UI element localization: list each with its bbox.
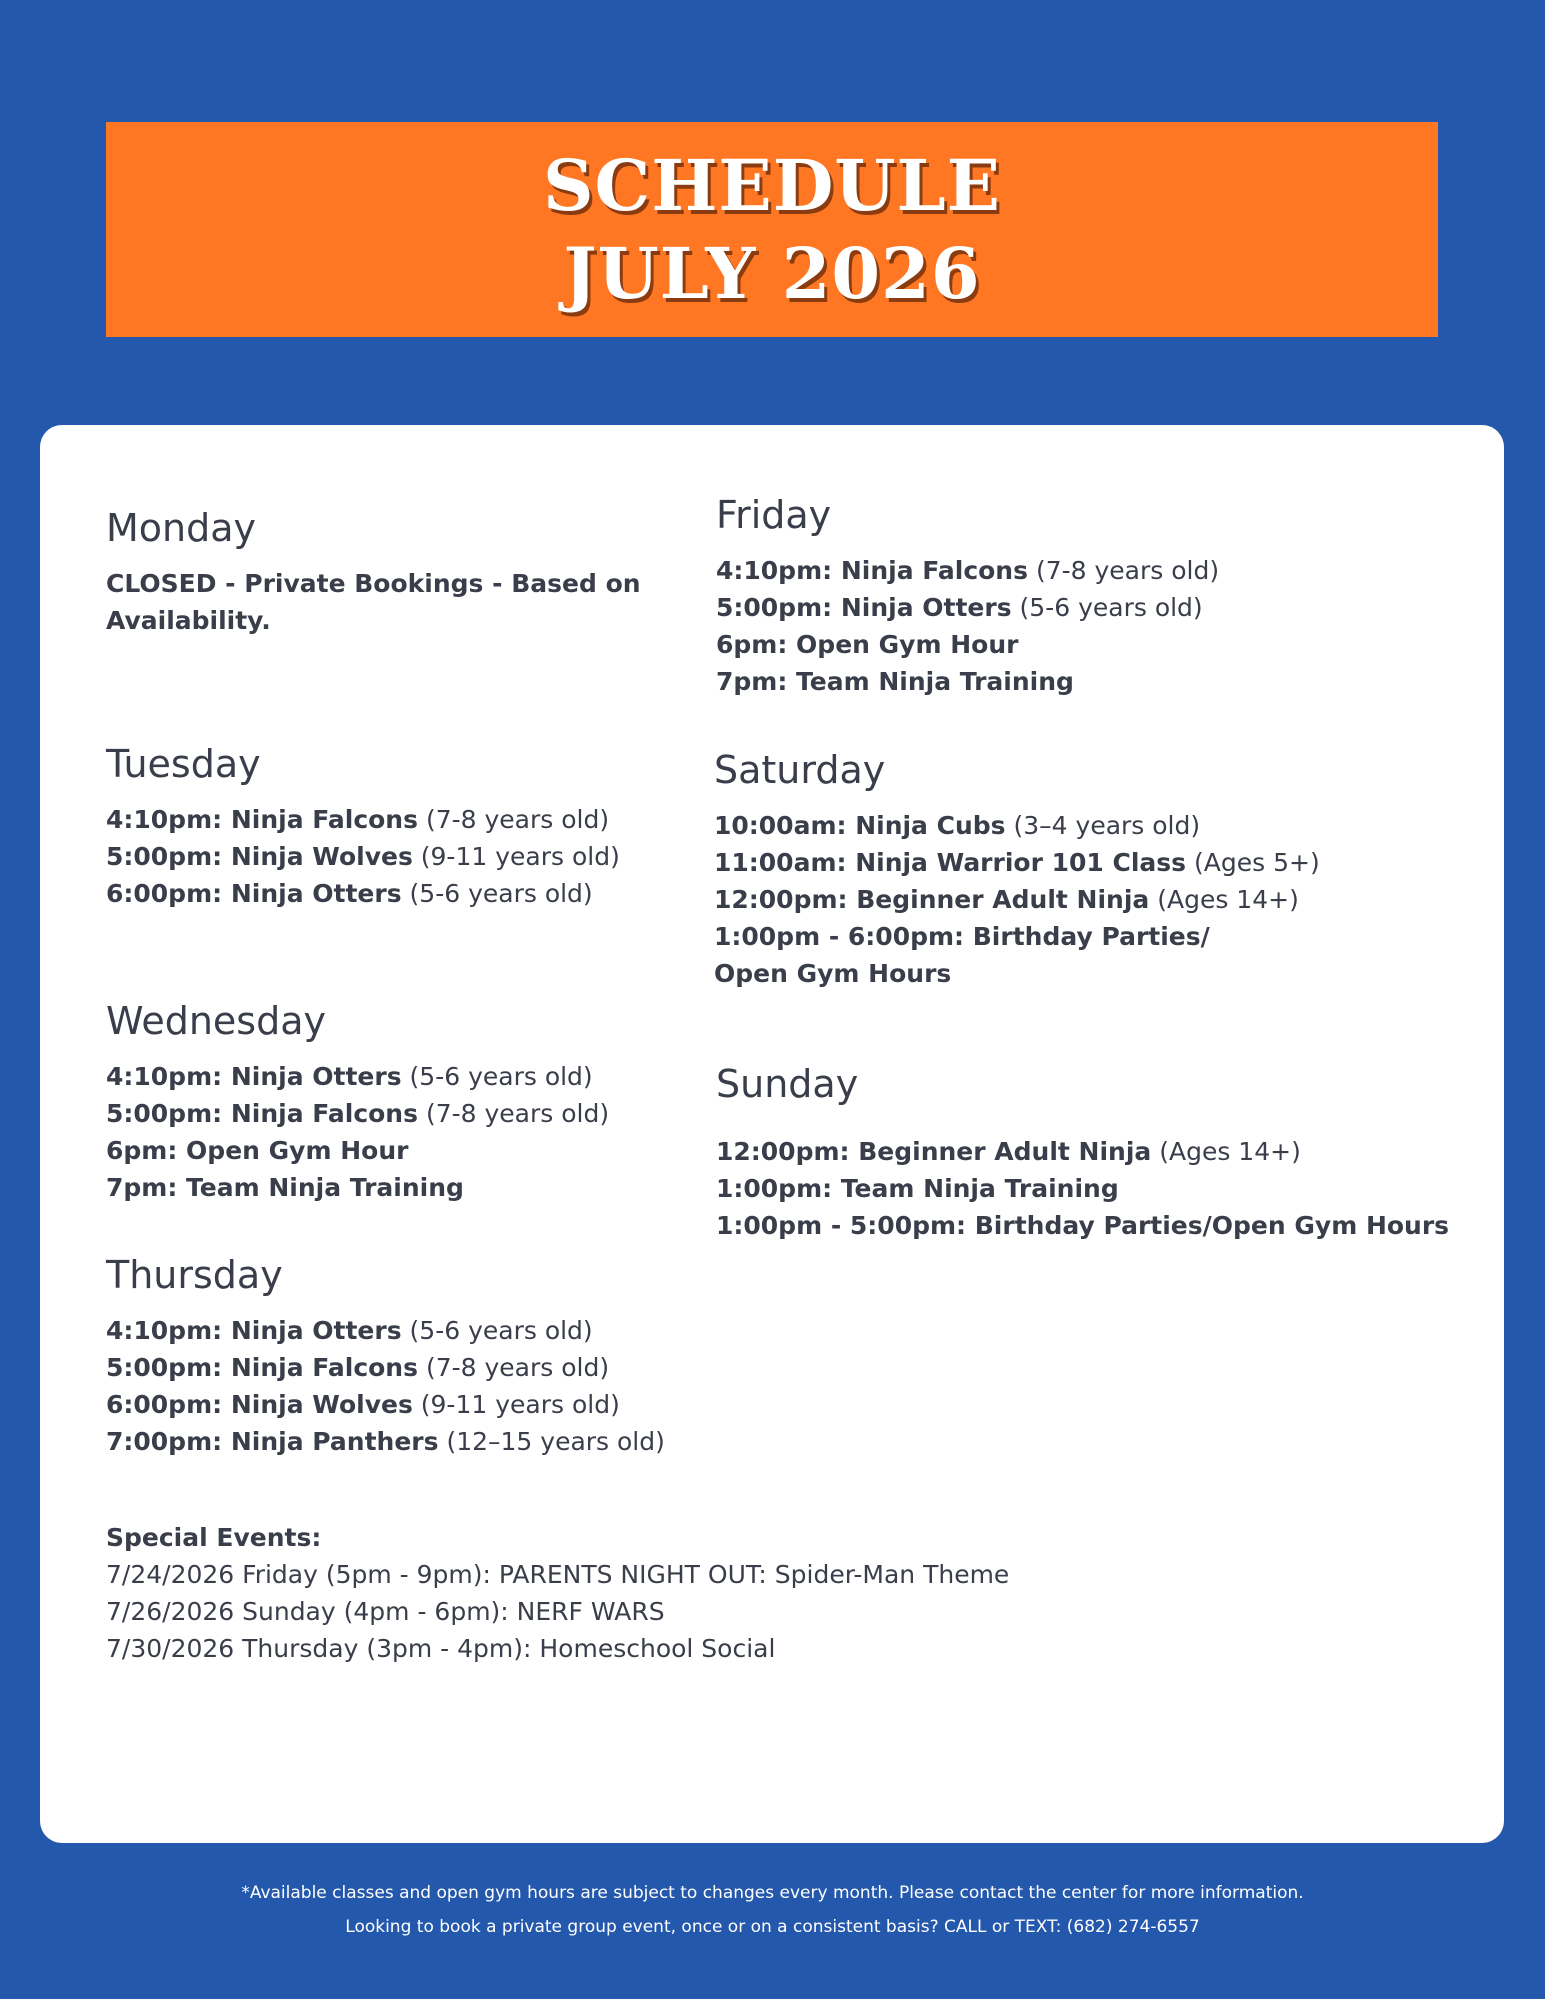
entry-label: 4:10pm: Ninja Otters [106, 1062, 402, 1091]
event-item: 7/26/2026 Sunday (4pm - 6pm): NERF WARS [106, 1597, 665, 1626]
day-wednesday [106, 998, 609, 1206]
entry-label: 5:00pm: Ninja Falcons [106, 1099, 418, 1128]
footer-note: *Available classes and open gym hours are subject to changes every month. Please contact the center for more information. [241, 1883, 1304, 1903]
schedule-entry [106, 1095, 609, 1132]
footer-contact: Looking to book a private group event, once or on a consistent basis? CALL or TEXT: (682) 274-6557 [345, 1917, 1200, 1937]
schedule-entry [716, 663, 1219, 700]
closed-notice: CLOSED - Private Bookings - Based on Availability. [106, 569, 641, 635]
entry-detail: (Ages 14+) [1149, 885, 1299, 914]
schedule-entry [106, 875, 620, 912]
entry-label: 4:10pm: Ninja Falcons [716, 556, 1028, 585]
day-title: Monday [106, 506, 257, 550]
entry-detail: (Ages 14+) [1151, 1137, 1301, 1166]
schedule-entry [106, 1169, 609, 1206]
entry-label: 7pm: Team Ninja Training [716, 667, 1074, 696]
day-title: Saturday [714, 748, 886, 792]
day-title: Sunday [716, 1062, 859, 1106]
entry-label: 5:00pm: Ninja Otters [716, 593, 1012, 622]
schedule-entry [714, 918, 1320, 955]
special-events [106, 1519, 1009, 1667]
entry-detail: (Ages 5+) [1186, 848, 1320, 877]
entry-detail: (7-8 years old) [418, 1099, 610, 1128]
day-thursday [106, 1252, 665, 1460]
day-title: Wednesday [106, 999, 327, 1043]
entry-detail: (12–15 years old) [438, 1427, 665, 1456]
entry-detail: (9-11 years old) [412, 842, 620, 871]
entry-label: 5:00pm: Ninja Falcons [106, 1353, 418, 1382]
schedule-entry [714, 955, 1320, 992]
day-title: Thursday [106, 1253, 283, 1297]
event-item: 7/24/2026 Friday (5pm - 9pm): PARENTS NIGHT OUT: Spider-Man Theme [106, 1560, 1010, 1589]
entry-detail: (9-11 years old) [412, 1390, 620, 1419]
day-title: Friday [716, 493, 832, 537]
entry-detail: (7-8 years old) [418, 1353, 610, 1382]
entry-detail: (5-6 years old) [401, 1062, 593, 1091]
entry-label: 12:00pm: Beginner Adult Ninja [714, 885, 1150, 914]
schedule-entry [106, 1349, 665, 1386]
schedule-entry [106, 801, 620, 838]
special-events-title: Special Events: [106, 1523, 322, 1552]
entry-detail: (5-6 years old) [1011, 593, 1203, 622]
schedule-entry [714, 881, 1320, 918]
entry-label: 10:00am: Ninja Cubs [714, 811, 1006, 840]
entry-label: 6pm: Open Gym Hour [106, 1136, 409, 1165]
header-title: SCHEDULE [542, 143, 1002, 227]
schedule-entry [106, 1312, 665, 1349]
schedule-card [40, 425, 1504, 1843]
entry-label: 12:00pm: Beginner Adult Ninja [716, 1137, 1152, 1166]
schedule-entry [716, 589, 1219, 626]
schedule-entry [106, 838, 620, 875]
schedule-entry [716, 1207, 1449, 1244]
entry-label: 7:00pm: Ninja Panthers [106, 1427, 439, 1456]
entry-label: 5:00pm: Ninja Wolves [106, 842, 413, 871]
schedule-entry [106, 1132, 609, 1169]
entry-detail: (7-8 years old) [1028, 556, 1220, 585]
schedule-entry [716, 1170, 1449, 1207]
entry-detail: (5-6 years old) [401, 879, 593, 908]
schedule-entry [714, 844, 1320, 881]
schedule-entry [716, 1133, 1449, 1170]
header-banner [106, 122, 1438, 337]
schedule-entry [106, 1386, 665, 1423]
day-monday [106, 505, 666, 639]
event-item: 7/30/2026 Thursday (3pm - 4pm): Homeschool Social [106, 1634, 776, 1663]
entry-label: Open Gym Hours [714, 959, 952, 988]
day-saturday [714, 747, 1320, 992]
entry-label: 6pm: Open Gym Hour [716, 630, 1019, 659]
schedule-entry [716, 552, 1219, 589]
entry-label: 4:10pm: Ninja Falcons [106, 805, 418, 834]
schedule-entry [106, 1423, 665, 1460]
entry-label: 6:00pm: Ninja Wolves [106, 1390, 413, 1419]
entry-label: 7pm: Team Ninja Training [106, 1173, 464, 1202]
entry-label: 1:00pm - 6:00pm: Birthday Parties/ [714, 922, 1210, 951]
day-tuesday [106, 741, 620, 912]
entry-label: 6:00pm: Ninja Otters [106, 879, 402, 908]
entry-label: 11:00am: Ninja Warrior 101 Class [714, 848, 1187, 877]
entry-detail: (3–4 years old) [1005, 811, 1201, 840]
entry-label: 1:00pm: Team Ninja Training [716, 1174, 1119, 1203]
schedule-entry [716, 626, 1219, 663]
entry-label: 1:00pm - 5:00pm: Birthday Parties/Open Gym Hours [716, 1211, 1450, 1240]
entry-detail: (7-8 years old) [418, 805, 610, 834]
day-friday [716, 492, 1219, 700]
header-month: JULY 2026 [563, 231, 981, 315]
entry-label: 4:10pm: Ninja Otters [106, 1316, 402, 1345]
schedule-entry [106, 1058, 609, 1095]
entry-detail: (5-6 years old) [401, 1316, 593, 1345]
day-title: Tuesday [106, 742, 261, 786]
schedule-entry [714, 807, 1320, 844]
day-sunday [716, 1061, 1449, 1244]
